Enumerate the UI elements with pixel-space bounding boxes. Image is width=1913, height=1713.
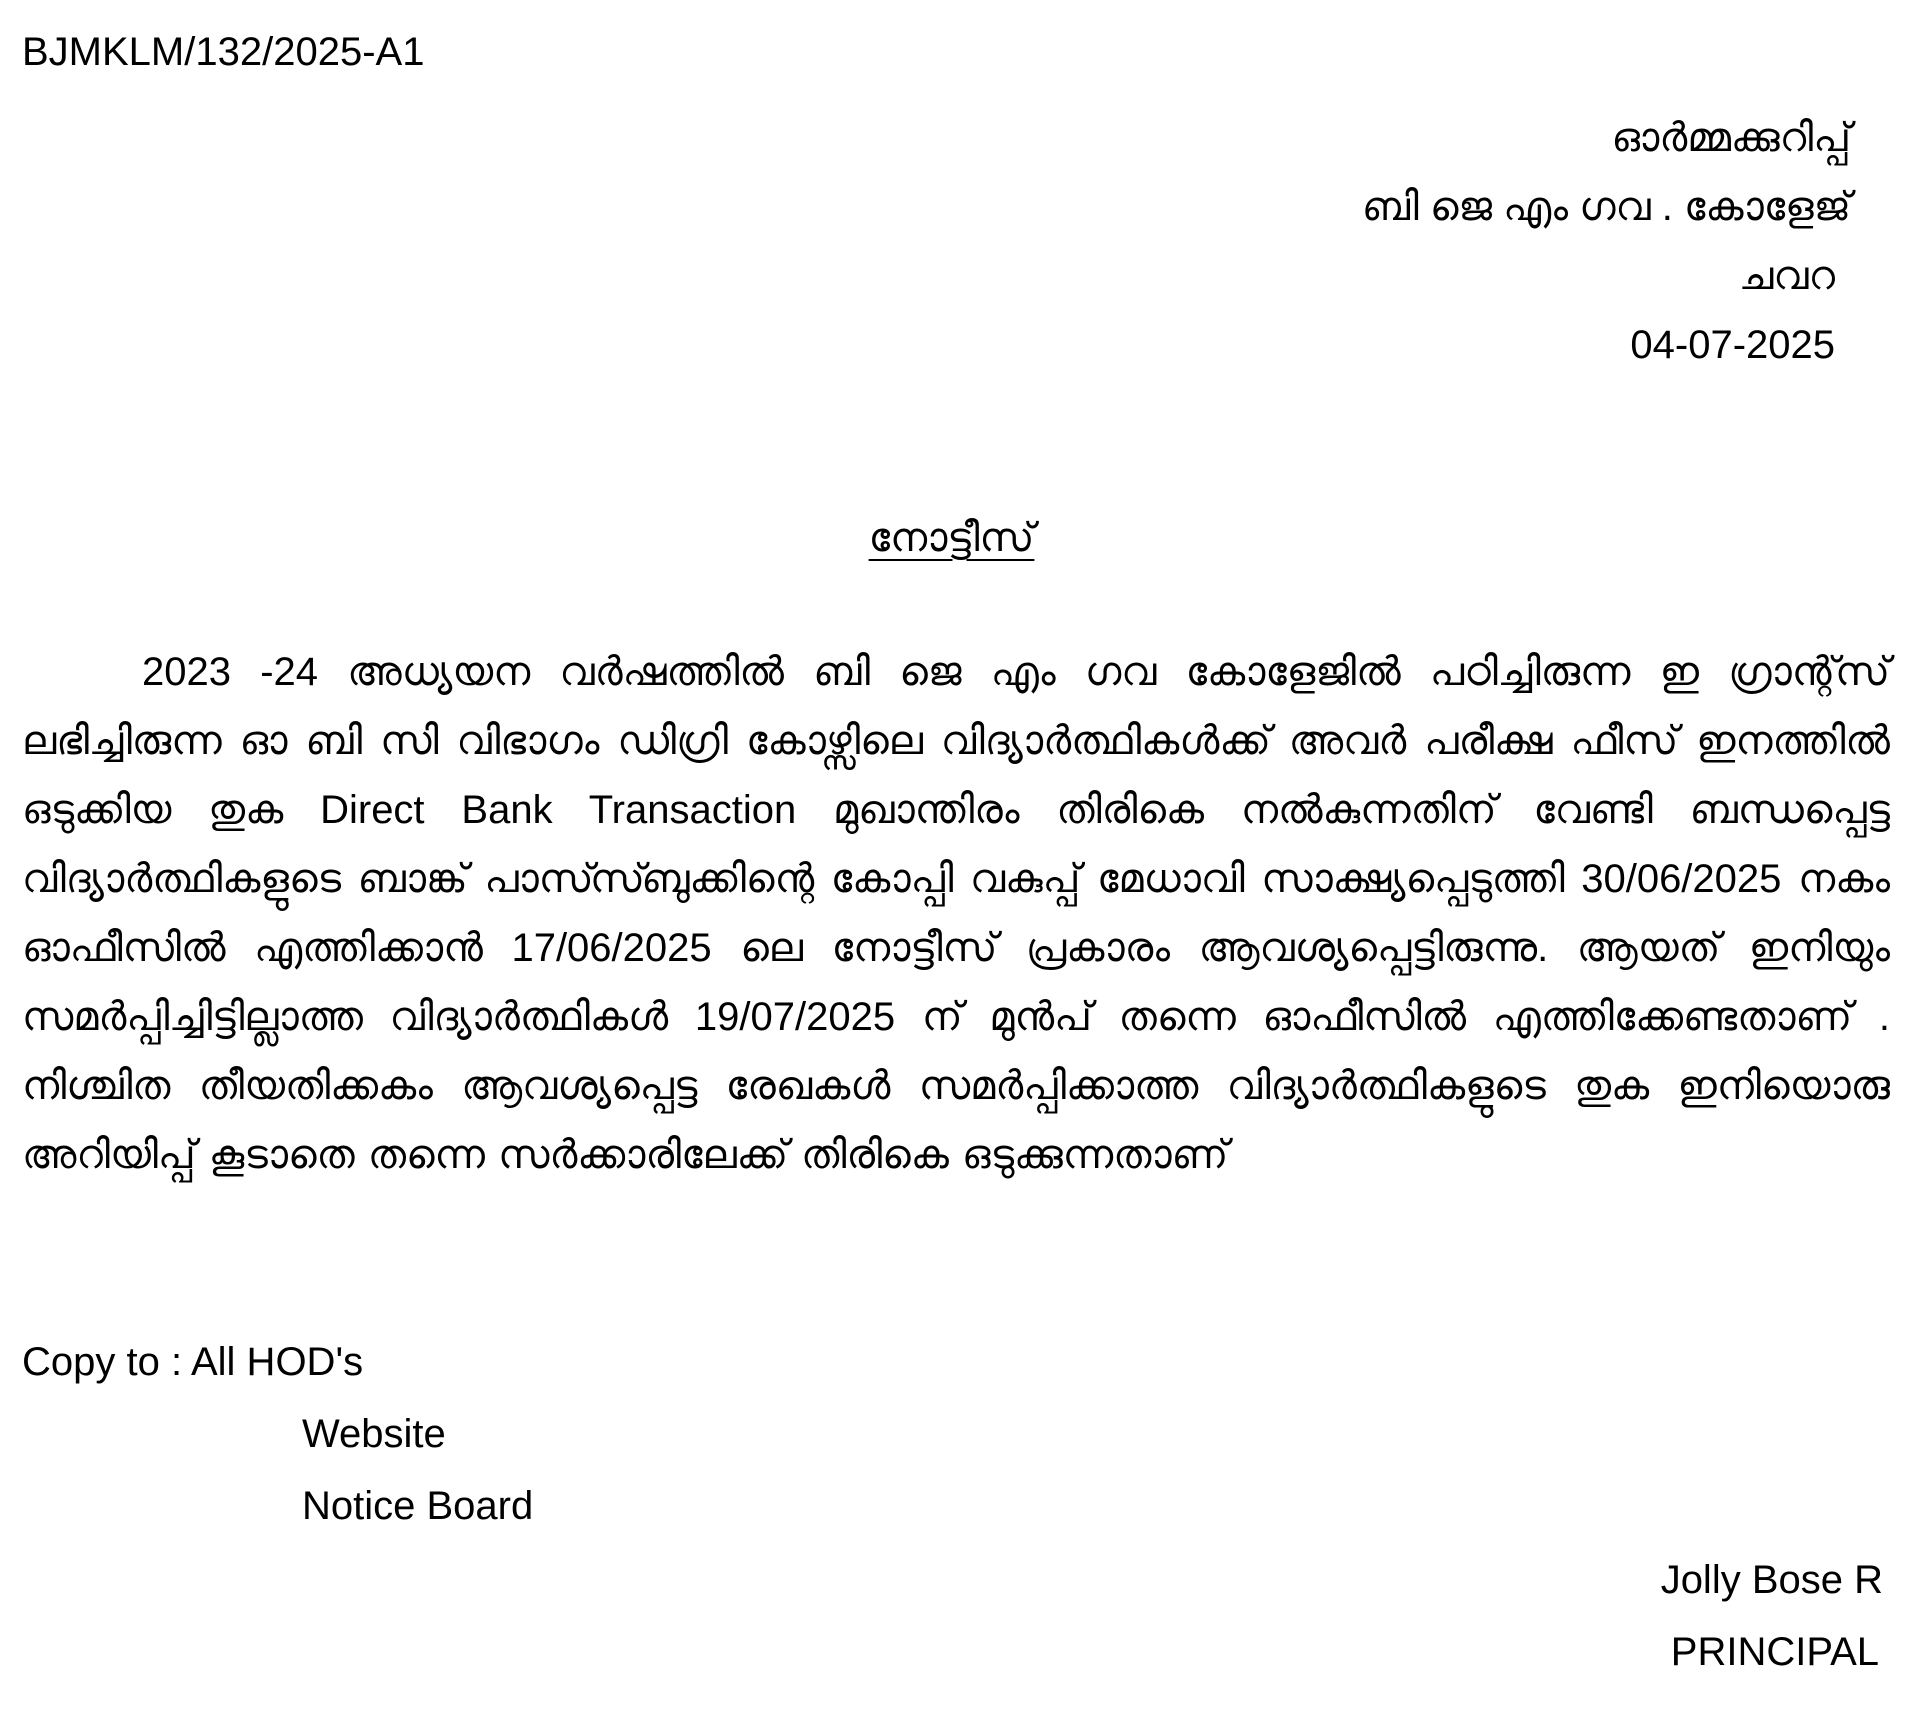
signature-block: [1661, 1544, 1883, 1688]
issue-date: 04-07-2025: [1630, 323, 1835, 367]
copy-recipient-website: Website: [302, 1412, 446, 1456]
place-name: ചവറ: [1738, 254, 1835, 298]
copy-to-section: [22, 1326, 533, 1542]
copy-recipient-notice-board: Notice Board: [302, 1484, 534, 1528]
notice-title-wrapper: [0, 510, 1913, 566]
copy-to-label: Copy to : All HOD's: [22, 1340, 364, 1384]
notice-title: നോട്ടീസ്: [868, 516, 1035, 560]
notice-body: 2023 -24 അധ്യയന വർഷത്തിൽ ബി ജെ എം ഗവ കോളേജിൽ പഠിച്ചിരുന്ന ഇ ഗ്രാന്റ്സ് ലഭിച്ചിരുന്ന ഓ ബി സി വിഭാഗം ഡിഗ്രി കോഴ്സിലെ വിദ്യാർത്ഥികൾക്ക് അവർ പരീക്ഷ ഫീസ് ഇനത്തിൽ ഒടുക്കിയ തുക Direct Bank Transaction മുഖാന്തിരം തിരികെ നൽകുന്നതിന് വേണ്ടി ബന്ധപ്പെട്ട വിദ്യാർത്ഥികളുടെ ബാങ്ക് പാസ്സ്ബുക്കിന്റെ കോപ്പി വകുപ്പ് മേധാവി സാക്ഷ്യപ്പെടുത്തി 30/06/2025 നകം ഓഫീസിൽ എത്തിക്കാൻ 17/06/2025 ലെ നോട്ടീസ് പ്രകാരം ആവശ്യപ്പെട്ടിരുന്നു. ആയത് ഇനിയും സമർപ്പിച്ചിട്ടില്ലാത്ത വിദ്യാർത്ഥികൾ 19/07/2025 ന് മുൻപ് തന്നെ ഓഫീസിൽ എത്തിക്കേണ്ടതാണ് . നിശ്ചിത തീയതിക്കകം ആവശ്യപ്പെട്ട രേഖകൾ സമർപ്പിക്കാത്ത വിദ്യാർത്ഥികളുടെ തുക ഇനിയൊരു അറിയിപ്പ് കൂടാതെ തന്നെ സർക്കാരിലേക്ക് തിരികെ ഒടുക്കുന്നതാണ്: [22, 650, 1890, 1177]
memo-heading: ഓർമ്മക്കുറിപ്പ്: [1611, 116, 1851, 160]
institution-name: ബി ജെ എം ഗവ . കോളേജ്: [1361, 185, 1851, 229]
reference-number: BJMKLM/132/2025-A1: [22, 30, 425, 74]
signatory-name: Jolly Bose R: [1660, 1558, 1883, 1602]
letter-header: [1362, 104, 1851, 380]
signatory-designation: PRINCIPAL: [1670, 1630, 1879, 1674]
